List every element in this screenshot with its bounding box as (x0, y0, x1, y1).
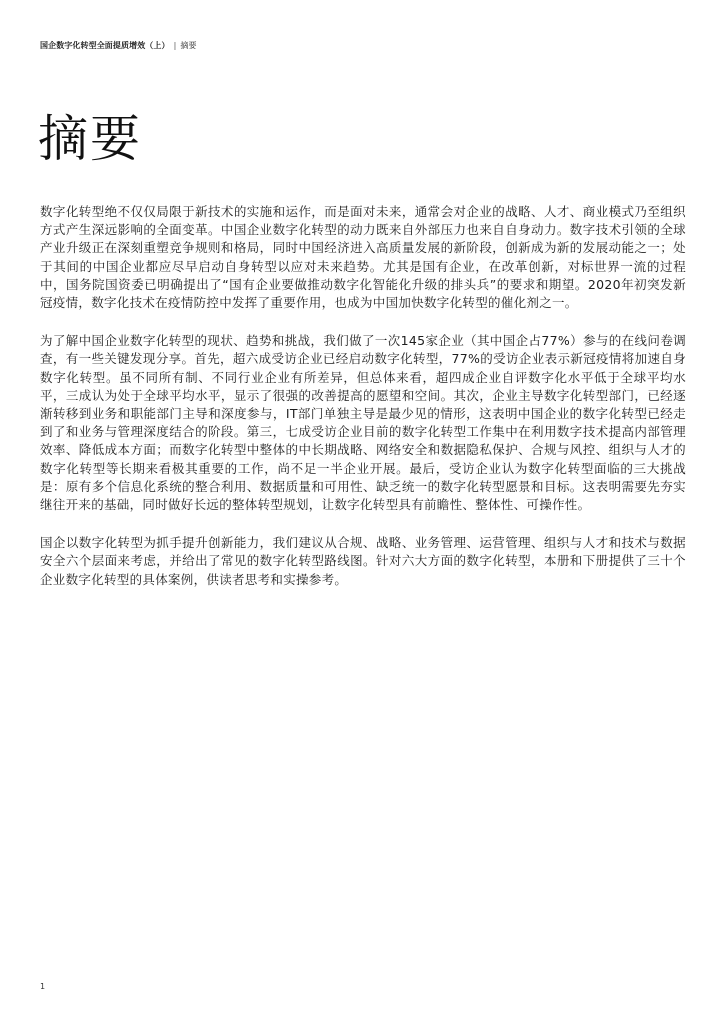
running-header (40, 40, 197, 52)
header-section-name: 摘要 (180, 41, 197, 50)
header-separator: | (173, 41, 177, 50)
paragraph-3: 国企以数字化转型为抓手提升创新能力，我们建议从合规、战略、业务管理、运营管理、组织与人才和技术与数据安全六个层面来考虑，并给出了常见的数字化转型路线图。针对六大方面的数字化转型，本册和下册提供了三十个企业数字化转型的具体案例，供读者思考和实操参考。 (40, 535, 686, 587)
page-number: 1 (40, 982, 46, 991)
body-text (40, 203, 686, 609)
paragraph-2: 为了解中国企业数字化转型的现状、趋势和挑战，我们做了一次145家企业（其中国企占77%）参与的在线问卷调查，有一些关键发现分享。首先，超六成受访企业已经启动数字化转型，77%的受访企业表示新冠疫情将加速自身数字化转型。虽不同所有制、不同行业企业有所差异，但总体来看，超四成企业自评数字化水平低于全球平均水平，三成认为处于全球平均水平，显示了很强的改善提高的愿望和空间。其次，企业主导数字化转型部门，已经逐渐转移到业务和职能部门主导和深度参与，IT部门单独主导是最少见的情形，这表明中国企业的数字化转型已经走到了和业务与管理深度结合的阶段。第三，七成受访企业目前的数字化转型工作集中在利用数字技术提高内部管理效率、降低成本方面；而数字化转型中整体的中长期战略、网络安全和数据隐私保护、合规与风控、组织与人才的数字化转型等长期来看极其重要的工作，尚不足一半企业开展。最后，受访企业认为数字化转型面临的三大挑战是：原有多个信息化系统的整合利用、数据质量和可用性、缺乏统一的数字化转型愿景和目标。这表明需要先夯实继往开来的基础，同时做好长远的整体转型规划，让数字化转型具有前瞻性、整体性、可操作性。 (40, 333, 686, 513)
paragraph-1: 数字化转型绝不仅仅局限于新技术的实施和运作，而是面对未来，通常会对企业的战略、人才、商业模式乃至组织方式产生深远影响的全面变革。中国企业数字化转型的动力既来自外部压力也来自自身动力。数字技术引领的全球产业升级正在深刻重塑竞争规则和格局，同时中国经济进入高质量发展的新阶段，创新成为新的发展动能之一；处于其间的中国企业都应尽早启动自身转型以应对未来趋势。尤其是国有企业，在改革创新，对标世界一流的过程中，国务院国资委已明确提出了“国有企业要做推动数字化智能化升级的排头兵”的要求和期望。2020年初突发新冠疫情，数字化技术在疫情防控中发挥了重要作用，也成为中国加快数字化转型的催化剂之一。 (40, 204, 686, 311)
header-report-title: 国企数字化转型全面提质增效（上） (40, 41, 170, 50)
page-title: 摘要 (38, 110, 142, 168)
